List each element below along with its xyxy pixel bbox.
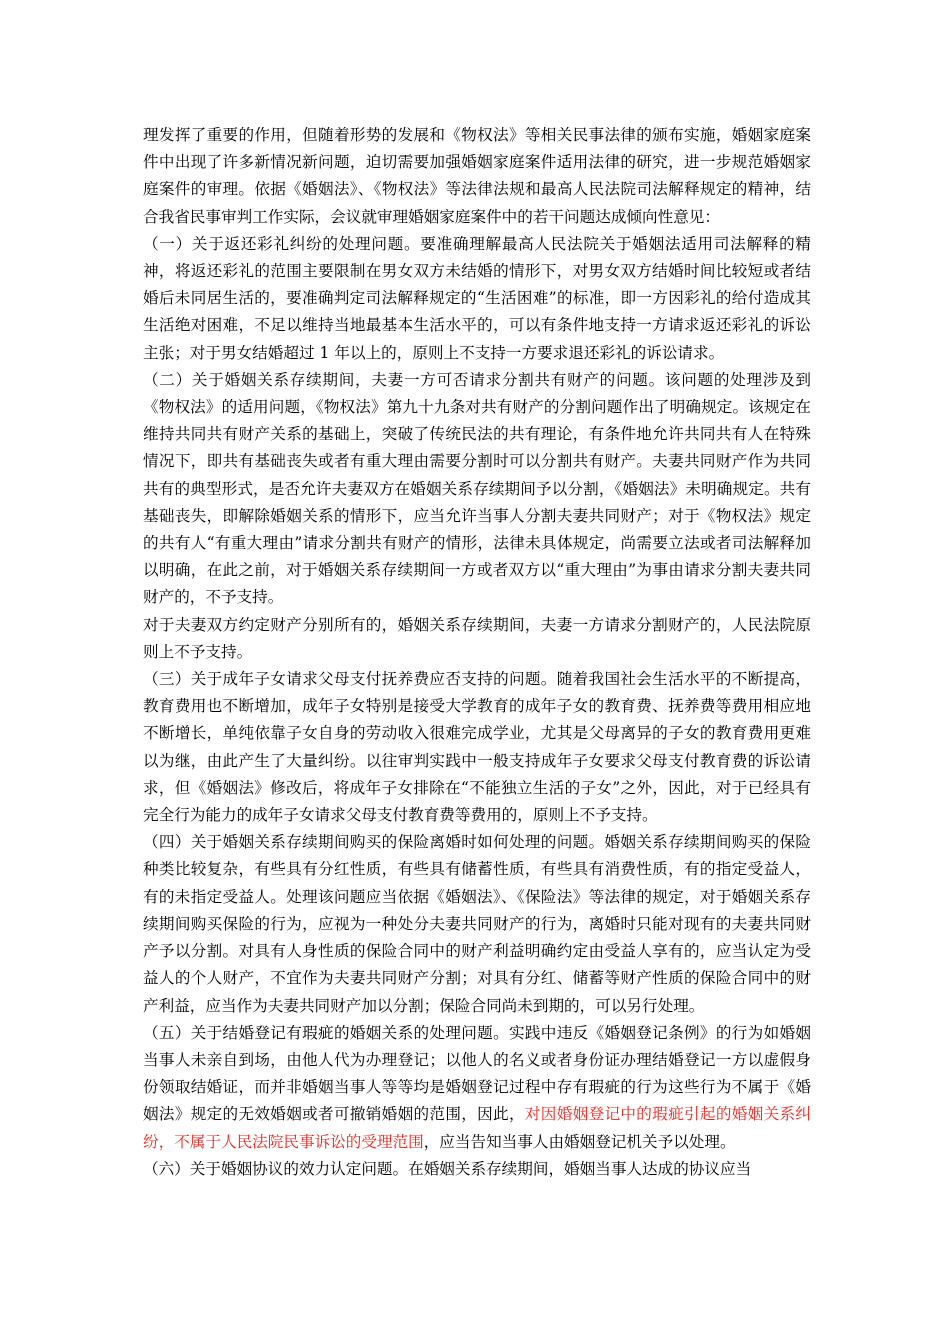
document-page xyxy=(143,122,811,1183)
section-3-adult-children-support-paragraph: （三）关于成年子女请求父母支付抚养费应否支持的问题。随着我国社会生活水平的不断提高，教育费用也不断增加，成年子女特别是接受大学教育的成年子女的教育费、抚养费等费用相应地不断增长，单纯依靠子女自身的劳动收入很难完成学业，尤其是父母离异的子女的教育费用更难以为继，由此产生了大量纠纷。以往审判实践中一般支持成年子女要求父母支付教育费的诉讼请求，但《婚姻法》修改后，将成年子女排除在“不能独立生活的子女”之外，因此，对于已经具有完全行为能力的成年子女请求父母支付教育费等费用的，原则上不予支持。 xyxy=(143,670,811,825)
section-2-separate-property-paragraph: 对于夫妻双方约定财产分别所有的，婚姻关系存续期间，夫妻一方请求分割财产的，人民法院原则上不予支持。 xyxy=(143,615,811,661)
section-5-text-before: （五）关于结婚登记有瑕疵的婚姻关系的处理问题。实践中违反《婚姻登记条例》的行为如婚姻当事人未亲自到场，由他人代为办理登记；以他人的名义或者身份证办理结婚登记一方以虚假身份领取结婚证，而并非婚姻当事人等等均是婚姻登记过程中存有瑕疵的行为这些行为不属于《婚姻法》规定的无效婚姻或者可撤销婚姻的范围，因此， xyxy=(143,1023,811,1124)
section-5-highlighted-text: 对因婚姻登记中的瑕疵引起的婚姻关系纠纷，不属于人民法院民事诉讼的受理范围 xyxy=(143,1105,811,1151)
section-5-registration-flaw-paragraph xyxy=(143,1020,811,1156)
section-2-joint-property-paragraph: （二）关于婚姻关系存续期间，夫妻一方可否请求分割共有财产的问题。该问题的处理涉及到《物权法》的适用问题，《物权法》第九十九条对共有财产的分割问题作出了明确规定。该规定在维持共同共有财产关系的基础上，突破了传统民法的共有理论，有条件地允许共同共有人在特殊情况下，即共有基础丧失或者有重大理由需要分割时可以分割共有财产。夫妻共同财产作为共同共有的典型形式，是否允许夫妻双方在婚姻关系存续期间予以分割，《婚姻法》未明确规定。共有基础丧失，即解除婚姻关系的情形下，应当允许当事人分割夫妻共同财产；对于《物权法》规定的共有人“有重大理由”请求分割共有财产的情形，法律未具体规定，尚需要立法或者司法解释加以明确，在此之前，对于婚姻关系存续期间一方或者双方以“重大理由”为事由请求分割夫妻共同财产的，不予支持。 xyxy=(143,370,811,607)
section-6-marriage-agreement-paragraph: （六）关于婚姻协议的效力认定问题。在婚姻关系存续期间，婚姻当事人达成的协议应当 xyxy=(143,1159,752,1178)
intro-paragraph: 理发挥了重要的作用，但随着形势的发展和《物权法》等相关民事法律的颁布实施，婚姻家庭案件中出现了许多新情况新问题，迫切需要加强婚姻家庭案件适用法律的研究，进一步规范婚姻家庭案件的审理。依据《婚姻法》、《物权法》等法律法规和最高人民法院司法解释规定的精神，结合我省民事审判工作实际，会议就审理婚姻家庭案件中的若干问题达成倾向性意见： xyxy=(143,126,811,226)
section-4-insurance-paragraph: （四）关于婚姻关系存续期间购买的保险离婚时如何处理的问题。婚姻关系存续期间购买的保险种类比较复杂，有些具有分红性质，有些具有储蓄性质，有些具有消费性质，有的指定受益人，有的未指定受益人。处理该问题应当依据《婚姻法》、《保险法》等法律的规定，对于婚姻关系存续期间购买保险的行为，应视为一种处分夫妻共同财产的行为，离婚时只能对现有的夫妻共同财产予以分割。对具有人身性质的保险合同中的财产利益明确约定由受益人享有的，应当认定为受益人的个人财产，不宜作为夫妻共同财产分割；对具有分红、储蓄等财产性质的保险合同中的财产利益，应当作为夫妻共同财产加以分割；保险合同尚未到期的，可以另行处理。 xyxy=(143,833,811,1015)
section-5-text-after: ，应当告知当事人由婚姻登记机关予以处理。 xyxy=(423,1132,736,1151)
section-1-bride-price-paragraph: （一）关于返还彩礼纠纷的处理问题。要准确理解最高人民法院关于婚姻法适用司法解释的精神，将返还彩礼的范围主要限制在男女双方未结婚的情形下，对男女双方结婚时间比较短或者结婚后未同居生活的，要准确判定司法解释规定的“生活困难”的标准，即一方因彩礼的给付造成其生活绝对困难，不足以维持当地最基本生活水平的，可以有条件地支持一方请求返还彩礼的诉讼主张；对于男女结婚超过 1 年以上的，原则上不支持一方要求退还彩礼的诉讼请求。 xyxy=(143,234,811,362)
